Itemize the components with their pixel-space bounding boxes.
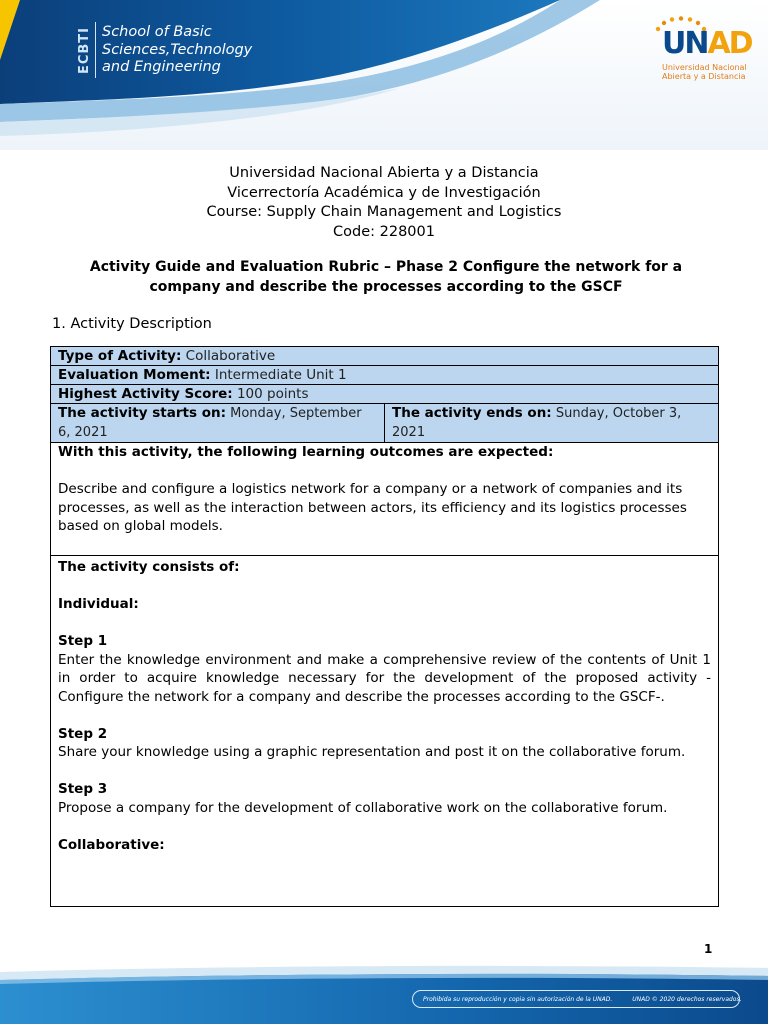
- moment-value: Intermediate Unit 1: [210, 367, 347, 383]
- row-score: [51, 385, 718, 404]
- school-line-2: Sciences,Technology: [102, 41, 253, 58]
- vice-rectorate: Vicerrectoría Académica y de Investigación: [227, 184, 541, 201]
- page-number: 1: [704, 942, 713, 956]
- logo-word-ad: AD: [707, 26, 752, 61]
- document-title-block: [0, 164, 768, 242]
- logo-sub-line-2: Abierta y a Distancia: [662, 72, 746, 81]
- collaborative-heading: Collaborative:: [58, 836, 165, 853]
- step3-text: Propose a company for the development of collaborative work on the collaborative forum.: [58, 799, 668, 816]
- logo-sub-line-1: Universidad Nacional: [662, 63, 747, 72]
- start-label: The activity starts on:: [58, 405, 226, 421]
- header-banner: [0, 0, 768, 150]
- school-line-3: and Engineering: [102, 59, 221, 75]
- step2-text: Share your knowledge using a graphic representation and post it on the collaborative forum.: [58, 744, 686, 760]
- start-cell: [51, 404, 385, 442]
- footer-notice-right: UNAD © 2020 derechos reservados.: [632, 995, 742, 1003]
- activity-table: [50, 346, 719, 907]
- consists-cell: [51, 556, 718, 906]
- faculty-abbr-box: [76, 22, 94, 78]
- school-name: [102, 24, 252, 77]
- unad-logo: [652, 16, 752, 86]
- outcomes-heading: With this activity, the following learning outcomes are expected:: [58, 444, 554, 460]
- logo-word-un: UN: [662, 26, 708, 61]
- section-heading: 1. Activity Description: [52, 316, 212, 332]
- course-code: Code: 228001: [333, 223, 435, 240]
- guide-title: Activity Guide and Evaluation Rubric – Phase 2 Configure the network for a company and describe the processes according to the GSCF: [89, 259, 683, 295]
- start-value: Monday, September 6, 2021: [58, 406, 362, 440]
- school-line-1: School of Basic: [102, 24, 212, 40]
- score-label: Highest Activity Score:: [58, 386, 233, 402]
- moment-label: Evaluation Moment:: [58, 367, 211, 383]
- row-moment: [51, 366, 718, 385]
- step1-title: Step 1: [58, 633, 108, 649]
- step2-title: Step 2: [58, 725, 108, 742]
- step3-title: Step 3: [58, 781, 108, 797]
- university-name: Universidad Nacional Abierta y a Distancia: [229, 165, 539, 181]
- faculty-divider: [95, 22, 96, 78]
- footer-notice-left: Prohibida su reproducción y copia sin autorización de la UNAD.: [423, 995, 613, 1003]
- outcomes-text: Describe and configure a logistics network for a company or a network of companies and its processes, as well as the interaction between actors, its efficiency and its logistics processes based on global models.: [58, 481, 687, 534]
- consists-heading: The activity consists of:: [58, 559, 240, 575]
- end-label: The activity ends on:: [392, 405, 552, 421]
- end-cell: [385, 404, 718, 442]
- score-value: 100 points: [232, 386, 309, 402]
- logo-subtitle: [662, 63, 747, 81]
- footer-notice: [412, 990, 740, 1008]
- type-label: Type of Activity:: [58, 348, 182, 364]
- type-value: Collaborative: [181, 348, 276, 364]
- step1-text: Enter the knowledge environment and make a comprehensive review of the contents of Unit 1 in order to acquire knowledge necessary for the development of the proposed activity -Configure the network for a company and describe the processes according to the GSCF-.: [58, 651, 711, 705]
- row-type: [51, 347, 718, 366]
- course-name: Course: Supply Chain Management and Logistics: [206, 204, 562, 220]
- faculty-abbr: ECBTI: [77, 26, 93, 74]
- outcomes-cell: [51, 443, 718, 556]
- row-dates: [51, 404, 718, 443]
- individual-heading: Individual:: [58, 596, 139, 612]
- logo-wordmark: [662, 26, 752, 61]
- end-value: Sunday, October 3, 2021: [392, 406, 682, 440]
